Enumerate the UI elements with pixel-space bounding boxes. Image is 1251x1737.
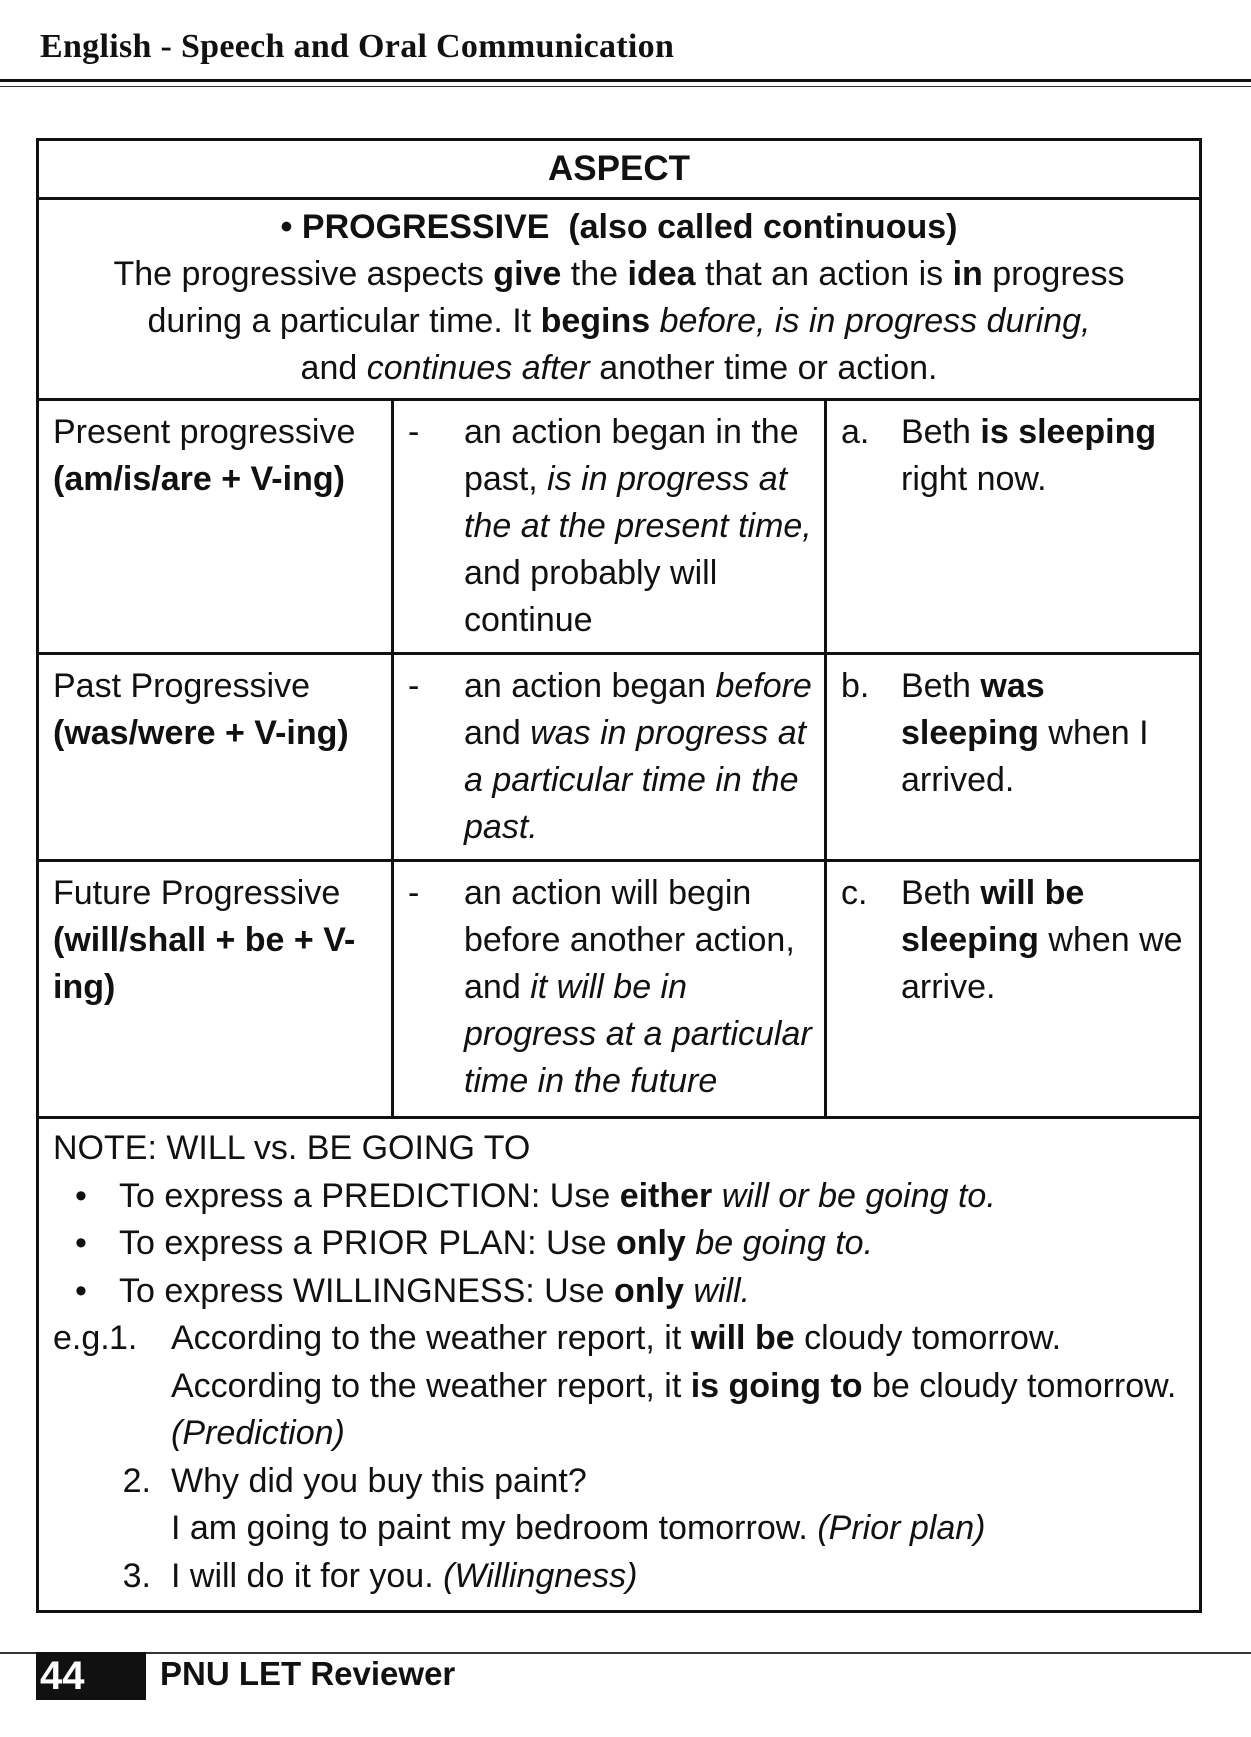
example-number: 2. xyxy=(122,1461,151,1500)
example-text: Beth was sleeping when I arrived. xyxy=(901,667,1149,799)
description-cell xyxy=(393,861,826,1118)
note-will-vs-going-to xyxy=(38,1118,1201,1612)
header-rule xyxy=(0,79,1251,82)
intro-line-1: The progressive aspects give the idea that an action is in progress xyxy=(113,255,1125,293)
dash-marker: - xyxy=(408,874,420,912)
example-number: 3. xyxy=(122,1556,151,1595)
description-text: an action began before and was in progress at a particular time in the past. xyxy=(464,667,812,846)
example-cell xyxy=(826,861,1201,1118)
example-number: 1. xyxy=(109,1319,138,1357)
term-formula: (was/were + V-ing) xyxy=(53,714,349,752)
example-letter: a. xyxy=(841,413,870,451)
intro-heading-term: PROGRESSIVE xyxy=(301,208,550,246)
eg-label: e.g. xyxy=(53,1319,110,1357)
description-text: an action will begin before another action, and it will be in progress at a particular time in the future xyxy=(464,874,812,1100)
description-cell xyxy=(393,400,826,654)
note-bullet-willingness: • To express WILLINGNESS: Use only will. xyxy=(53,1268,1185,1316)
example-letter: b. xyxy=(841,667,870,705)
example-cell xyxy=(826,654,1201,861)
note-heading: NOTE: WILL vs. BE GOING TO xyxy=(53,1129,531,1167)
description-cell xyxy=(393,654,826,861)
term-name: Future Progressive xyxy=(53,874,341,912)
example-3: 3. I will do it for you. (Willingness) xyxy=(53,1553,1185,1601)
term-cell xyxy=(38,654,393,861)
dash-marker: - xyxy=(408,413,420,451)
term-cell xyxy=(38,861,393,1118)
description-text: an action began in the past, is in progress at the at the present time, and probably will continue xyxy=(464,413,812,639)
intro-heading-note: (also called continuous) xyxy=(568,208,958,246)
example-1: e.g. 1. According to the weather report, it will be cloudy tomorrow. According to the weather report, it is going to be cloudy tomorrow. (Prediction) xyxy=(53,1315,1185,1458)
bullet-icon: • xyxy=(280,208,293,246)
table-row-past-progressive xyxy=(38,654,1201,861)
page-number: 44 xyxy=(36,1652,146,1700)
footer-title: PNU LET Reviewer xyxy=(160,1655,456,1692)
bullet-icon: • xyxy=(75,1271,87,1310)
example-letter: c. xyxy=(841,874,868,912)
note-bullet-prior-plan: • To express a PRIOR PLAN: Use only be going to. xyxy=(53,1220,1185,1268)
table-title: ASPECT xyxy=(38,140,1201,199)
term-name: Present progressive xyxy=(53,413,356,451)
page-header-title: English - Speech and Oral Communication xyxy=(40,28,675,65)
footer-rule xyxy=(0,1652,1251,1654)
example-text: Beth will be sleeping when we arrive. xyxy=(901,874,1183,1006)
intro-heading xyxy=(53,204,1185,251)
progressive-intro xyxy=(38,199,1201,400)
bullet-icon: • xyxy=(75,1176,87,1215)
term-name: Past Progressive xyxy=(53,667,310,705)
dash-marker: - xyxy=(408,667,420,705)
term-cell xyxy=(38,400,393,654)
note-bullet-prediction: • To express a PREDICTION: Use either will or be going to. xyxy=(53,1173,1185,1221)
example-2: 2. Why did you buy this paint? I am going to paint my bedroom tomorrow. (Prior plan) xyxy=(53,1458,1185,1553)
intro-line-2: during a particular time. It begins before, is in progress during, xyxy=(147,302,1091,340)
aspect-table xyxy=(36,138,1202,1613)
term-formula: (will/shall + be + V-ing) xyxy=(53,921,356,1006)
bullet-icon: • xyxy=(75,1224,87,1262)
intro-line-3: and continues after another time or action. xyxy=(300,349,938,387)
header-rule-thin xyxy=(0,86,1251,87)
table-row-present-progressive xyxy=(38,400,1201,654)
example-text: Beth is sleeping right now. xyxy=(901,413,1157,498)
table-row-future-progressive xyxy=(38,861,1201,1118)
example-cell xyxy=(826,400,1201,654)
term-formula: (am/is/are + V-ing) xyxy=(53,460,345,498)
